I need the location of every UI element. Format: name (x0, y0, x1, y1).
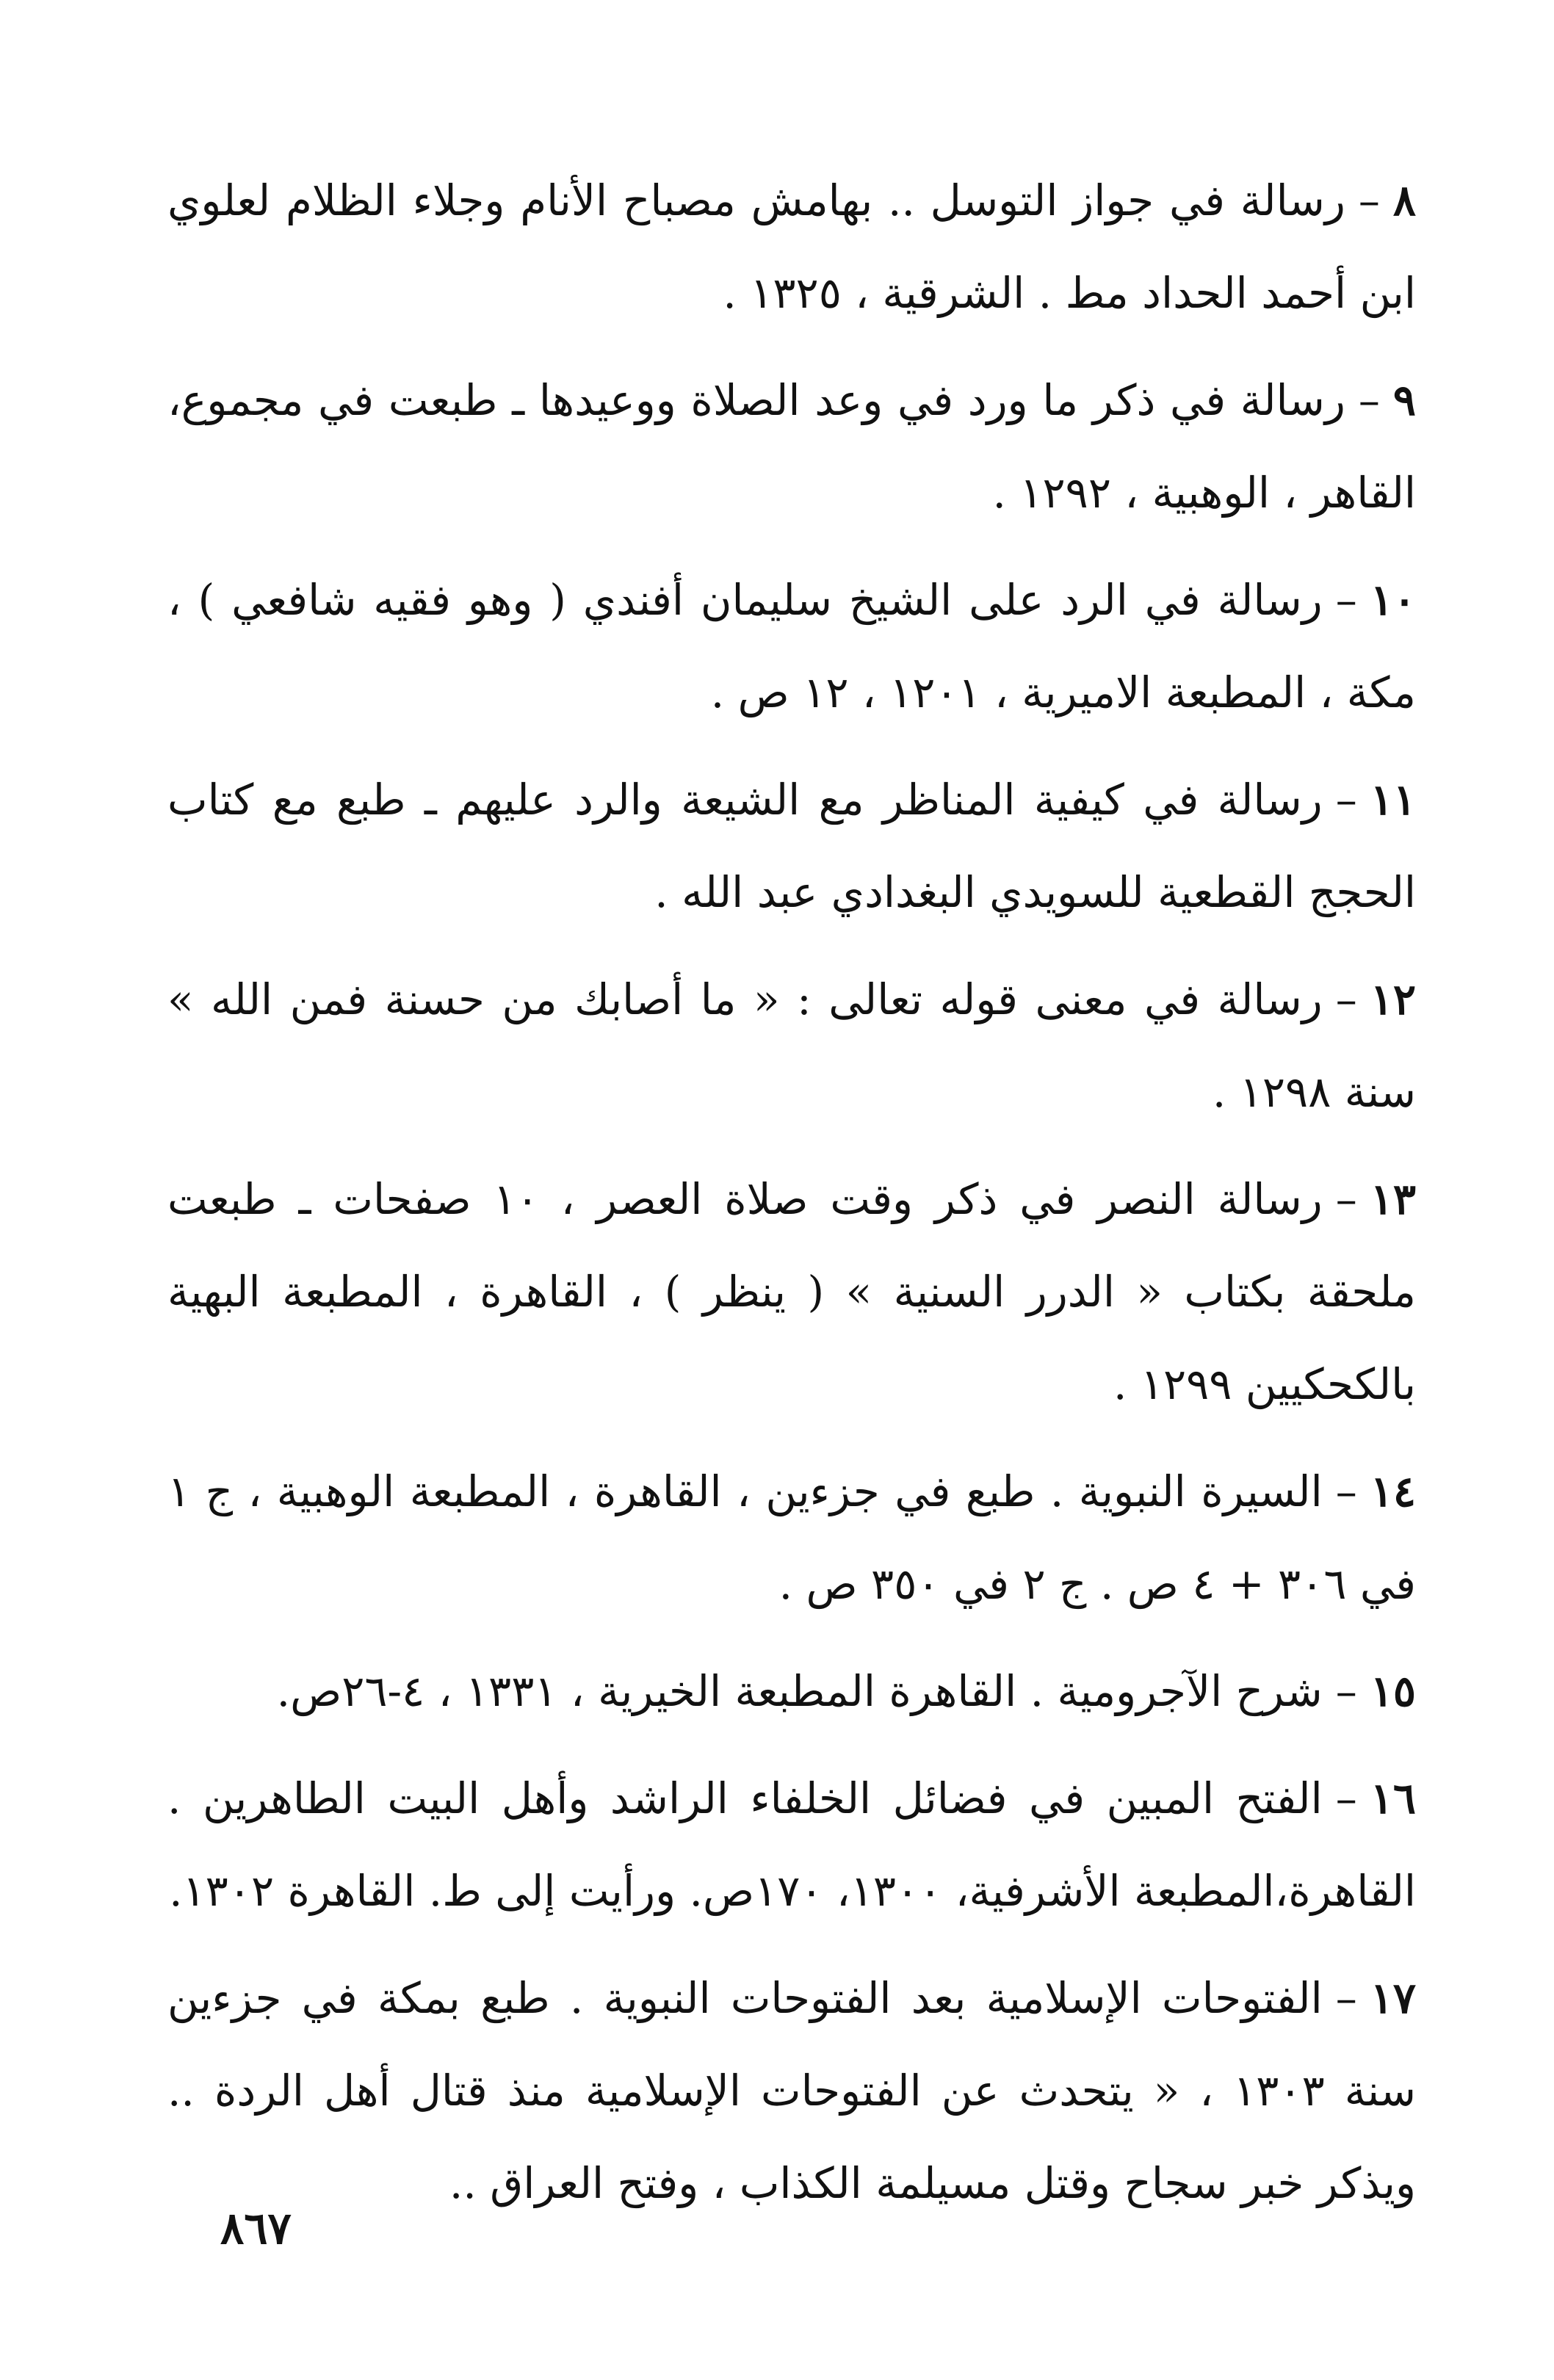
page-number: ٨٦٧ (220, 2203, 292, 2254)
entry-number: ١٣ (1370, 1174, 1416, 1224)
entry-10 (167, 554, 1416, 739)
entry-text: رسالة في كيفية المناظر مع الشيعة والرد عليهم ـ طبع مع كتاب الحجج القطعية للسويدي البغدادي عبد الله . (167, 775, 1416, 917)
entry-dash: – (1335, 1466, 1357, 1516)
entry-number: ١٠ (1370, 575, 1416, 625)
entry-text: رسالة في معنى قوله تعالى : « ما أصابك من حسنة فمن الله » سنة ١٢٩٨ . (167, 974, 1416, 1117)
entry-dash: – (1335, 1174, 1357, 1224)
entry-13 (167, 1153, 1416, 1430)
entry-dash: – (1335, 1666, 1357, 1716)
entry-dash: – (1358, 375, 1380, 425)
entry-text: شرح الآجرومية . القاهرة المطبعة الخيرية ، ١٣٣١ ، ٤-٢٦ص. (276, 1666, 1323, 1716)
entry-text: الفتوحات الإسلامية بعد الفتوحات النبوية . طبع بمكة في جزءين سنة ١٣٠٣ ، « يتحدث عن الفتوحات الإسلامية منذ قتال أهل الردة .. ويذكر خبر سجاح وقتل مسيلمة الكذاب ، وفتح العراق .. (167, 1973, 1416, 2208)
entry-16 (167, 1752, 1416, 1937)
entry-11 (167, 753, 1416, 938)
entry-text: رسالة في ذكر ما ورد في وعد الصلاة ووعيدها ـ طبعت في مجموع، القاهر ، الوهبية ، ١٢٩٢ . (167, 375, 1416, 518)
entry-dash: – (1358, 176, 1380, 225)
entry-text: الفتح المبين في فضائل الخلفاء الراشد وأهل البيت الطاهرين . القاهرة،المطبعة الأشرفية، ١٣٠٠، ١٧٠ص. ورأيت إلى ط. القاهرة ١٣٠٢. (167, 1773, 1416, 1916)
entry-number: ١٤ (1370, 1466, 1416, 1516)
entry-dash: – (1335, 1973, 1357, 2023)
entry-text: رسالة في الرد على الشيخ سليمان أفندي ( وهو فقيه شافعي ) ، مكة ، المطبعة الاميرية ، ١٢٠١ ، ١٢ ص . (167, 575, 1416, 717)
entry-text: رسالة النصر في ذكر وقت صلاة العصر ، ١٠ صفحات ـ طبعت ملحقة بكتاب « الدرر السنية » ( ينظر ) ، القاهرة ، المطبعة البهية بالكحكيين ١٢٩٩ . (167, 1174, 1416, 1409)
entry-number: ١٢ (1370, 974, 1416, 1024)
entry-9 (167, 354, 1416, 539)
entry-dash: – (1335, 974, 1357, 1024)
entry-number: ١٧ (1370, 1973, 1416, 2023)
entry-dash: – (1335, 775, 1357, 825)
entry-12 (167, 953, 1416, 1138)
entry-number: ٨ (1392, 176, 1416, 225)
entry-text: السيرة النبوية . طبع في جزءين ، القاهرة ، المطبعة الوهبية ، ج ١ في ٣٠٦ + ٤ ص . ج ٢ في ٣٥٠ ص . (167, 1466, 1416, 1609)
entries-list (167, 154, 1416, 2244)
entry-17 (167, 1952, 1416, 2229)
entry-8 (167, 154, 1416, 339)
entry-dash: – (1335, 1773, 1357, 1823)
entry-15 (167, 1645, 1416, 1737)
entry-number: ١٦ (1370, 1773, 1416, 1823)
entry-dash: – (1335, 575, 1357, 625)
entry-text: رسالة في جواز التوسل .. بهامش مصباح الأنام وجلاء الظلام لعلوي ابن أحمد الحداد مط . الشرقية ، ١٣٢٥ . (167, 176, 1416, 318)
entry-number: ١١ (1370, 775, 1416, 825)
entry-14 (167, 1445, 1416, 1630)
entry-number: ٩ (1392, 375, 1416, 425)
entry-number: ١٥ (1370, 1666, 1416, 1716)
